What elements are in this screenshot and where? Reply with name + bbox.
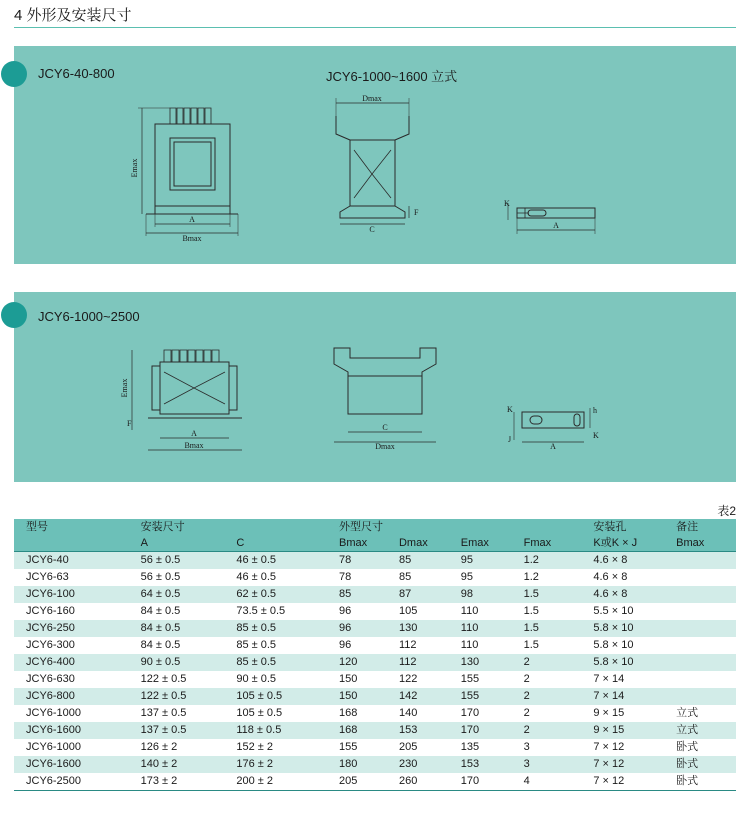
dim-label-emax: Emax <box>120 378 129 398</box>
cell-hole: 7 × 12 <box>581 773 664 791</box>
cell-c: 85 ± 0.5 <box>224 620 327 637</box>
cell-c: 85 ± 0.5 <box>236 639 277 651</box>
header-mount-hole: 安装孔 <box>581 519 664 535</box>
cell-fmax: 2 <box>523 673 530 685</box>
cell-remark <box>664 620 736 637</box>
cell-model: JCY6-100 <box>14 586 129 603</box>
dim-label-emax: Emax <box>130 158 139 178</box>
cell-a: 84 ± 0.5 <box>140 605 181 617</box>
cell-bmax: 155 <box>339 741 358 753</box>
drawing-panel-2 <box>14 292 736 482</box>
cell-emax: 110 <box>460 639 479 651</box>
cell-dmax: 87 <box>387 586 449 603</box>
cell-emax: 110 <box>449 620 512 637</box>
cell-hole: 9 × 15 <box>593 707 625 719</box>
cell-emax: 170 <box>449 773 512 791</box>
cell-hole: 5.8 × 10 <box>581 620 664 637</box>
cell-model: JCY6-63 <box>26 571 69 583</box>
cell-c: 105 ± 0.5 <box>236 707 283 719</box>
header-model: 型号 <box>14 519 129 535</box>
cell-emax: 135 <box>460 741 480 753</box>
cell-bmax: 180 <box>327 756 387 773</box>
cell-a: 84 ± 0.5 <box>129 620 225 637</box>
cell-fmax: 1.5 <box>523 639 539 651</box>
cell-fmax: 1.5 <box>512 586 582 603</box>
table-row <box>14 654 736 671</box>
cell-fmax: 3 <box>523 741 530 753</box>
cell-hole: 5.5 × 10 <box>593 605 634 617</box>
table-sub-header <box>14 535 736 552</box>
cell-c: 90 ± 0.5 <box>236 673 277 685</box>
cell-emax: 98 <box>449 586 512 603</box>
cell-model: JCY6-250 <box>14 620 129 637</box>
subheader-a: A <box>129 535 225 552</box>
cell-model: JCY6-300 <box>26 639 75 651</box>
cell-fmax: 4 <box>512 773 582 791</box>
table-row <box>14 620 736 637</box>
cell-a: 84 ± 0.5 <box>140 639 181 651</box>
cell-model: JCY6-40 <box>14 552 129 570</box>
dim-label-dmax: Dmax <box>362 94 382 103</box>
cell-fmax: 1.5 <box>523 605 539 617</box>
cell-bmax: 168 <box>339 707 358 719</box>
panel-label-vertical: JCY6-1000~1600 立式 <box>326 69 458 84</box>
cell-hole: 4.6 × 8 <box>581 552 664 570</box>
cell-a: 137 ± 0.5 <box>129 722 225 739</box>
cell-model: JCY6-1000 <box>26 741 82 753</box>
cell-emax: 153 <box>449 756 512 773</box>
dim-label-dmax: Dmax <box>375 442 395 451</box>
cell-remark <box>664 552 736 570</box>
cell-remark <box>664 688 736 705</box>
table-row <box>14 586 736 603</box>
cell-dmax: 142 <box>387 688 449 705</box>
cell-a: 140 ± 2 <box>129 756 225 773</box>
cell-bmax: 96 <box>327 620 387 637</box>
title-divider <box>14 27 736 28</box>
subheader-bmax: Bmax <box>327 535 387 552</box>
cell-a: 64 ± 0.5 <box>129 586 225 603</box>
cell-c: 85 ± 0.5 <box>224 654 327 671</box>
cell-fmax: 1.5 <box>512 620 582 637</box>
cell-a: 137 ± 0.5 <box>140 707 187 719</box>
subheader-dmax: Dmax <box>387 535 449 552</box>
cell-hole: 4.6 × 8 <box>581 586 664 603</box>
cell-emax: 170 <box>460 707 480 719</box>
header-outline-size: 外型尺寸 <box>327 519 387 535</box>
table-row <box>14 637 736 654</box>
section-title: 4 外形及安装尺寸 <box>14 7 132 24</box>
outline-drawings-1 <box>14 46 736 264</box>
cell-remark <box>664 603 736 620</box>
table-row <box>14 552 736 570</box>
cell-a: 90 ± 0.5 <box>129 654 225 671</box>
cell-dmax: 230 <box>387 756 449 773</box>
table-row <box>14 603 736 620</box>
cell-hole: 7 × 14 <box>593 673 625 685</box>
cell-fmax: 2 <box>512 688 582 705</box>
panel-label: JCY6-40-800 <box>38 66 115 81</box>
cell-bmax: 205 <box>327 773 387 791</box>
subheader-c: C <box>224 535 327 552</box>
cell-remark: 卧式 <box>676 741 699 753</box>
front-view-drawing <box>138 108 238 236</box>
cell-dmax: 130 <box>387 620 449 637</box>
cell-remark: 卧式 <box>664 773 736 791</box>
cell-bmax: 168 <box>327 722 387 739</box>
cell-remark: 立式 <box>664 722 736 739</box>
cell-c: 46 ± 0.5 <box>236 571 277 583</box>
panel-label: JCY6-1000~2500 <box>38 309 140 324</box>
cell-model: JCY6-400 <box>14 654 129 671</box>
table-row <box>14 569 736 586</box>
dim-label-j: J <box>508 435 512 444</box>
header-install-size: 安装尺寸 <box>129 519 225 535</box>
cell-bmax: 85 <box>327 586 387 603</box>
cell-emax: 170 <box>449 722 512 739</box>
cell-bmax: 96 <box>339 639 352 651</box>
dim-label-c: C <box>369 225 375 234</box>
dim-label-a-foot: A <box>553 221 559 230</box>
dim-label-f: F <box>414 208 419 217</box>
cell-remark <box>664 569 736 586</box>
cell-bmax: 96 <box>339 605 352 617</box>
cell-dmax: 85 <box>398 571 412 583</box>
cell-c: 46 ± 0.5 <box>224 552 327 570</box>
dim-label-bmax: Bmax <box>184 441 204 450</box>
cell-fmax: 1.2 <box>523 571 539 583</box>
table-row <box>14 705 736 722</box>
dim-label-a-foot: A <box>550 442 556 451</box>
cell-bmax: 150 <box>339 673 358 685</box>
subheader-remark-bmax: Bmax <box>664 535 736 552</box>
side-view-drawing <box>336 98 409 224</box>
cell-hole: 9 × 15 <box>581 722 664 739</box>
table-group-header <box>14 519 736 535</box>
cell-model: JCY6-160 <box>26 605 75 617</box>
cell-dmax: 112 <box>398 639 417 651</box>
cell-c: 200 ± 2 <box>224 773 327 791</box>
cell-c: 152 ± 2 <box>236 741 273 753</box>
subheader-k-j: K或K × J <box>581 535 664 552</box>
cell-dmax: 122 <box>398 673 418 685</box>
cell-a: 56 ± 0.5 <box>129 552 225 570</box>
cell-model: JCY6-1000 <box>26 707 82 719</box>
cell-model: JCY6-800 <box>14 688 129 705</box>
dim-label-a: A <box>191 429 197 438</box>
cell-hole: 5.8 × 10 <box>581 654 664 671</box>
cell-emax: 95 <box>460 571 474 583</box>
cell-c: 62 ± 0.5 <box>224 586 327 603</box>
cell-dmax: 140 <box>398 707 418 719</box>
cell-hole: 7 × 14 <box>581 688 664 705</box>
front-view-drawing <box>132 350 242 450</box>
cell-a: 122 ± 0.5 <box>140 673 187 685</box>
cell-c: 176 ± 2 <box>224 756 327 773</box>
cell-fmax: 3 <box>512 756 582 773</box>
cell-fmax: 2 <box>523 707 530 719</box>
cell-model: JCY6-630 <box>26 673 75 685</box>
cell-model: JCY6-1600 <box>14 756 129 773</box>
cell-bmax: 150 <box>327 688 387 705</box>
dim-label-c: C <box>382 423 388 432</box>
cell-remark: 立式 <box>676 707 699 719</box>
cell-hole: 7 × 12 <box>593 741 625 753</box>
cell-dmax: 112 <box>387 654 449 671</box>
cell-emax: 95 <box>449 552 512 570</box>
table-row <box>14 688 736 705</box>
dim-label-k-foot: K <box>593 431 599 440</box>
dim-label-k: K <box>507 405 513 414</box>
cell-remark <box>664 671 736 688</box>
header-remark: 备注 <box>664 519 736 535</box>
cell-fmax: 2 <box>512 722 582 739</box>
cell-a: 122 ± 0.5 <box>129 688 225 705</box>
cell-c: 118 ± 0.5 <box>224 722 327 739</box>
cell-c: 73.5 ± 0.5 <box>236 605 286 617</box>
cell-remark <box>664 586 736 603</box>
cell-remark <box>664 654 736 671</box>
cell-a: 126 ± 2 <box>140 741 178 753</box>
cell-a: 56 ± 0.5 <box>140 571 181 583</box>
cell-a: 173 ± 2 <box>129 773 225 791</box>
mounting-foot-drawing <box>514 408 590 442</box>
cell-emax: 155 <box>449 688 512 705</box>
cell-dmax: 153 <box>387 722 449 739</box>
cell-bmax: 78 <box>327 552 387 570</box>
cell-hole: 7 × 12 <box>581 756 664 773</box>
cell-dmax: 205 <box>398 741 418 753</box>
dim-label-k: K <box>504 199 510 208</box>
cell-model: JCY6-2500 <box>14 773 129 791</box>
subheader-fmax: Fmax <box>512 535 582 552</box>
table-body <box>14 552 736 791</box>
cell-bmax: 120 <box>327 654 387 671</box>
drawing-panel-1 <box>14 46 736 264</box>
cell-emax: 110 <box>460 605 479 617</box>
table-row <box>14 671 736 688</box>
cell-dmax: 260 <box>387 773 449 791</box>
table-number: 表2 <box>717 504 736 518</box>
cell-fmax: 1.2 <box>512 552 582 570</box>
cell-remark: 卧式 <box>664 756 736 773</box>
cell-dmax: 105 <box>398 605 418 617</box>
cell-c: 105 ± 0.5 <box>224 688 327 705</box>
subheader-emax: Emax <box>449 535 512 552</box>
cell-emax: 155 <box>460 673 480 685</box>
table-row <box>14 756 736 773</box>
outline-drawings-2 <box>14 292 736 482</box>
cell-model: JCY6-1600 <box>14 722 129 739</box>
table-row <box>14 739 736 756</box>
table-row <box>14 722 736 739</box>
dim-label-bmax: Bmax <box>182 234 202 243</box>
cell-hole: 4.6 × 8 <box>593 571 628 583</box>
spec-table <box>14 519 736 791</box>
dim-label-f: F <box>127 419 132 428</box>
cell-emax: 130 <box>449 654 512 671</box>
dim-label-h: h <box>593 406 597 415</box>
cell-remark <box>664 637 736 654</box>
cell-fmax: 2 <box>512 654 582 671</box>
table-row <box>14 773 736 791</box>
mounting-foot-drawing <box>508 203 595 234</box>
cell-bmax: 78 <box>339 571 352 583</box>
dim-label-a: A <box>189 215 195 224</box>
cell-hole: 5.8 × 10 <box>593 639 634 651</box>
cell-dmax: 85 <box>387 552 449 570</box>
